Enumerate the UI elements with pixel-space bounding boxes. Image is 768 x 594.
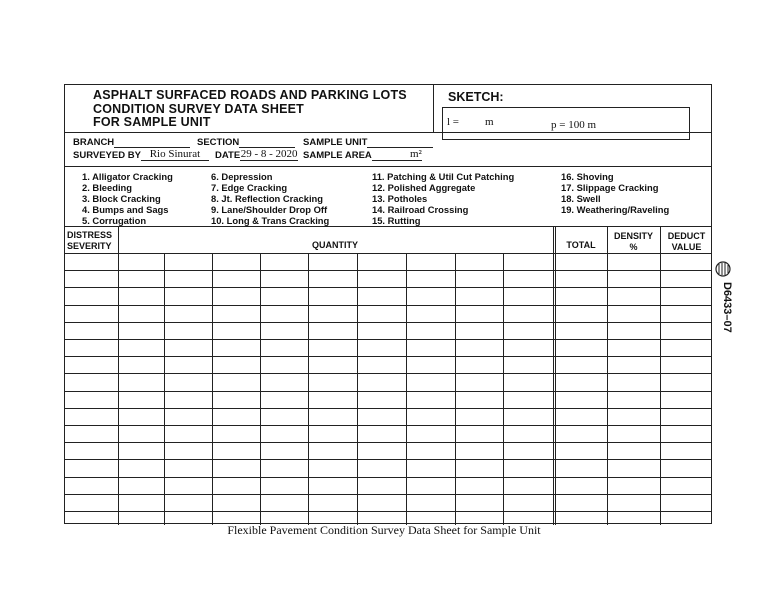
branch-label: BRANCH [73, 137, 115, 148]
distress-list-col-2 [211, 171, 329, 226]
table-row [65, 442, 711, 443]
table-row [65, 356, 711, 357]
header-deduct: DEDUCT [667, 231, 706, 241]
sketch-section [433, 85, 714, 132]
table-row [65, 373, 711, 374]
title-line-2: CONDITION SURVEY DATA SHEET [93, 101, 304, 116]
divider-fields [65, 166, 711, 167]
header-distress: DISTRESS [67, 230, 113, 240]
sketch-length-label: l = [447, 116, 460, 128]
sample-area-unit: m² [372, 149, 422, 161]
grid-column-line [357, 253, 358, 525]
sample-unit-label: SAMPLE UNIT [303, 137, 368, 148]
astm-logo-icon [715, 258, 731, 280]
grid-column-line [212, 253, 213, 525]
sheet-title [93, 89, 407, 130]
branch-line [114, 136, 190, 148]
distress-item: 13. Potholes [372, 193, 428, 204]
distress-list-col-3 [372, 171, 514, 226]
table-row [65, 339, 711, 340]
surveyed-by-field[interactable] [73, 149, 209, 161]
distress-list-col-1 [82, 171, 173, 226]
grid-column-line [503, 253, 504, 525]
table-row [65, 511, 711, 512]
sketch-label: SKETCH: [448, 90, 504, 104]
table-row [65, 494, 711, 495]
header-value: VALUE [671, 241, 702, 252]
distress-item: 2. Bleeding [82, 182, 133, 193]
sketch-box [442, 107, 690, 140]
distress-item: 10. Long & Trans Cracking [211, 215, 330, 226]
title-line-3: FOR SAMPLE UNIT [93, 115, 211, 129]
divider-distress-list [65, 226, 711, 227]
distress-item: 6. Depression [211, 171, 273, 182]
surveyed-by-label: SURVEYED BY [73, 150, 141, 161]
header-density-unit: % [629, 241, 638, 252]
section-line [239, 136, 295, 148]
grid-column-line [406, 253, 407, 525]
sample-area-label: SAMPLE AREA [303, 150, 372, 161]
distress-item: 8. Jt. Reflection Cracking [211, 193, 324, 204]
distress-item: 3. Block Cracking [82, 193, 161, 204]
standard-designation: D6433–07 [721, 282, 733, 333]
header-quantity: QUANTITY [312, 240, 358, 250]
sample-unit-line [367, 136, 433, 148]
header-density-label: DENSITY [613, 231, 653, 241]
distress-item: 5. Corrugation [82, 215, 147, 226]
sample-area-field[interactable] [303, 149, 422, 161]
date-field[interactable] [215, 149, 298, 161]
sketch-perimeter: p = 100 m [551, 119, 597, 131]
sketch-length-unit: m [485, 116, 494, 128]
header-density [607, 231, 660, 252]
distress-item: 1. Alligator Cracking [82, 171, 173, 182]
distress-list-col-4 [561, 171, 669, 215]
distress-item: 7. Edge Cracking [211, 182, 288, 193]
surveyed-by-value: Rio Sinurat [141, 149, 209, 161]
sample-unit-field[interactable] [303, 136, 433, 148]
grid-column-line [455, 253, 456, 525]
table-row [65, 425, 711, 426]
distress-item: 9. Lane/Shoulder Drop Off [211, 204, 328, 215]
distress-item: 16. Shoving [561, 171, 614, 182]
distress-item: 11. Patching & Util Cut Patching [372, 171, 515, 182]
date-value: 29 - 8 - 2020 [240, 148, 298, 160]
date-label: DATE [215, 150, 241, 161]
distress-item: 17. Slippage Cracking [561, 182, 659, 193]
table-row [65, 305, 711, 306]
header-severity: SEVERITY [67, 240, 112, 251]
distress-item: 19. Weathering/Raveling [561, 204, 670, 215]
grid-column-line [308, 253, 309, 525]
branch-field[interactable] [73, 136, 190, 148]
table-row [65, 391, 711, 392]
table-row [65, 287, 711, 288]
divider-title [65, 132, 711, 133]
table-row [65, 322, 711, 323]
figure-caption: Flexible Pavement Condition Survey Data Sheet for Sample Unit [227, 523, 541, 537]
grid-column-line [260, 253, 261, 525]
table-row [65, 459, 711, 460]
header-deduct-value [660, 231, 713, 252]
grid-column-line [164, 253, 165, 525]
header-distress-severity [65, 230, 120, 251]
distress-item: 15. Rutting [372, 215, 421, 226]
section-field[interactable] [197, 136, 295, 148]
distress-item: 12. Polished Aggregate [372, 182, 476, 193]
distress-item: 14. Railroad Crossing [372, 204, 469, 215]
table-row [65, 408, 711, 409]
distress-item: 18. Swell [561, 193, 601, 204]
title-line-1: ASPHALT SURFACED ROADS AND PARKING LOTS [93, 88, 407, 102]
table-row [65, 477, 711, 478]
table-row [65, 270, 711, 271]
divider-table-header [65, 253, 711, 254]
section-label: SECTION [197, 137, 240, 148]
data-sheet [64, 84, 712, 524]
distress-item: 4. Bumps and Sags [82, 204, 169, 215]
header-total: TOTAL [566, 240, 596, 250]
